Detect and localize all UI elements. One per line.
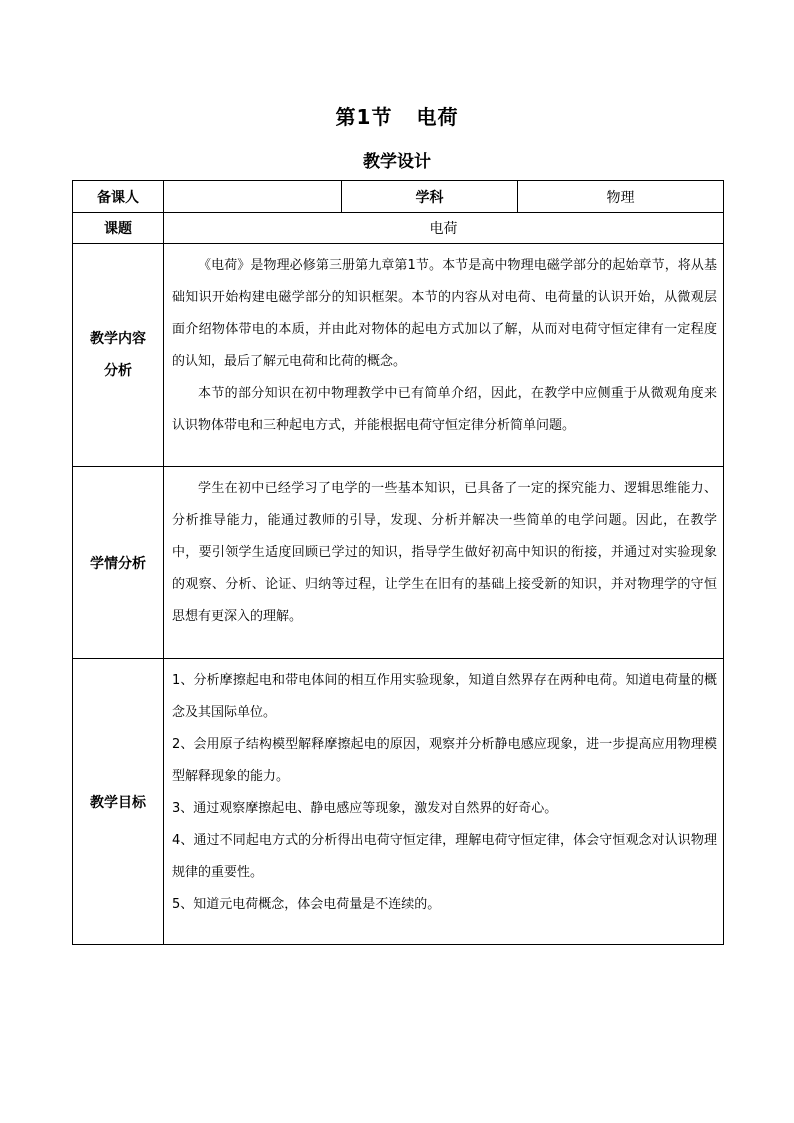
section-name: 电荷 xyxy=(416,105,459,129)
teaching-goal-item: 1、分析摩擦起电和带电体间的相互作用实验现象，知道自然界存在两种电荷。知道电荷量的概念及其国际单位。 xyxy=(172,673,717,720)
content-analysis-row xyxy=(73,244,724,467)
content-analysis-body xyxy=(164,244,724,467)
teaching-goal-item: 4、通过不同起电方式的分析得出电荷守恒定律，理解电荷守恒定律，体会守恒观念对认识物理规律的重要性。 xyxy=(172,833,717,880)
page-title xyxy=(0,101,794,130)
student-analysis-label: 学情分析 xyxy=(73,467,164,659)
teaching-goals-label: 教学目标 xyxy=(73,659,164,945)
preparer-label: 备课人 xyxy=(73,181,164,213)
teaching-goal-item: 5、知道元电荷概念，体会电荷量是不连续的。 xyxy=(172,897,441,912)
preparer-value[interactable] xyxy=(164,181,342,213)
content-analysis-label-line1: 教学内容 xyxy=(90,331,146,347)
student-analysis-row xyxy=(73,467,724,659)
lesson-plan-table xyxy=(72,180,724,945)
student-analysis-paragraph: 学生在初中已经学习了电学的一些基本知识，已具备了一定的探究能力、逻辑思维能力、分析推导能力，能通过教师的引导，发现、分析并解决一些简单的电学问题。因此，在教学中，要引领学生适度回顾已学过的知识，指导学生做好初高中知识的衔接，并通过对实验现象的观察、分析、论证、归纳等过程，让学生在旧有的基础上接受新的知识，并对物理学的守恒思想有更深入的理解。 xyxy=(172,481,717,624)
header-row xyxy=(73,181,724,213)
topic-row xyxy=(73,213,724,244)
topic-label: 课题 xyxy=(73,213,164,244)
content-analysis-paragraph: 《电荷》是物理必修第三册第九章第1节。本节是高中物理电磁学部分的起始章节，将从基础知识开始构建电磁学部分的知识框架。本节的内容从对电荷、电荷量的认识开始，从微观层面介绍物体带电的本质，并由此对物体的起电方式加以了解，从而对电荷守恒定律有一定程度的认知，最后了解元电荷和比荷的概念。 xyxy=(172,258,717,369)
content-analysis-label-line2: 分析 xyxy=(104,363,132,379)
student-analysis-body xyxy=(164,467,724,659)
content-analysis-label xyxy=(73,244,164,467)
topic-value: 电荷 xyxy=(164,213,724,244)
content-analysis-paragraph: 本节的部分知识在初中物理教学中已有简单介绍，因此，在教学中应侧重于从微观角度来认识物体带电和三种起电方式，并能根据电荷守恒定律分析简单问题。 xyxy=(172,386,717,433)
section-number: 第1节 xyxy=(335,105,393,129)
teaching-goal-item: 2、会用原子结构模型解释摩擦起电的原因，观察并分析静电感应现象，进一步提高应用物理模型解释现象的能力。 xyxy=(172,737,717,784)
document-subtitle: 教学设计 xyxy=(363,152,431,172)
subject-label: 学科 xyxy=(342,181,518,213)
teaching-goal-item: 3、通过观察摩擦起电、静电感应等现象，激发对自然界的好奇心。 xyxy=(172,801,558,816)
teaching-goals-row xyxy=(73,659,724,945)
subject-value: 物理 xyxy=(518,181,724,213)
teaching-goals-body xyxy=(164,659,724,945)
